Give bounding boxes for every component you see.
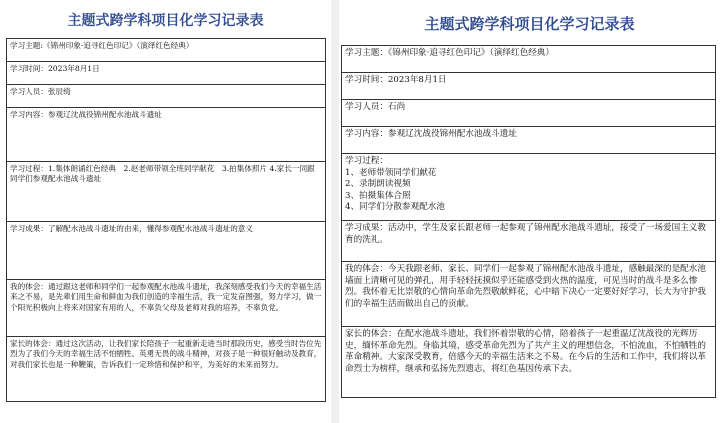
result-cell: 学习成果：活动中，学生及家长跟老师一起参观了锦州配水池战斗遗址，接受了一场爱国主义教育的洗礼。 — [342, 221, 716, 262]
process-item: 4、同学们分散参观配水池 — [345, 202, 445, 213]
time-cell: 学习时间：2023年8月1日 — [342, 73, 716, 100]
sheet-divider — [331, 0, 339, 423]
record-table — [341, 45, 716, 398]
process-item: 3、拍摄集体合照 — [345, 190, 411, 201]
people-cell: 学习人员：石尚 — [342, 100, 716, 127]
topic-cell: 学习主题:《锦州印象·追寻红色印记》（演绎红色经典） — [7, 39, 326, 62]
record-sheet-left — [0, 0, 331, 423]
my-feeling-cell: 我的体会：今天我跟老师、家长、同学们一起参观了锦州配水池战斗遗址，感触最深的是配水池墙面上清晰可见的弹孔，用手轻轻抚摸似乎还能感受到火热的温度，可见当时的战斗是多么惨烈。我怀着无比崇敬的心情向革命先烈敬献鲜花，心中暗下决心一定要好好学习，长大为守护我们的幸福生活而做出自己的贡献。 — [342, 262, 716, 327]
process-item: 1、老师带领同学们献花 — [345, 167, 437, 178]
topic-cell: 学习主题：《锦州印象·追寻红色印记》（演绎红色经典） — [342, 46, 716, 73]
parent-feeling-cell: 家长的体会：通过这次活动，让我们家长陪孩子一起重新走进当时那段历史，感受当时告位先烈为了我们今天的幸福生活不怕牺牲、英勇无畏的战斗精神，对孩子是一种很好触动及教育，对我们家长也是一种鞭策，告诉我们一定珍惜和保护和平，为美好的未来而努力。 — [7, 337, 326, 402]
process-cell: 学习过程：1.集体朗诵红色经典 2.赵老师带领全班同学献花 3.拍集体照片 4.家长一同跟同学们参观配水池战斗遗址 — [7, 162, 326, 222]
content-cell: 学习内容：参观辽沈战役锦州配水池战斗遗址 — [7, 108, 326, 162]
record-sheet-right — [339, 0, 720, 423]
content-cell: 学习内容：参观辽沈战役锦州配水池战斗遗址 — [342, 127, 716, 154]
parent-feeling-cell: 家长的体会：在配水池战斗遗址，我们怀着崇敬的心情，陪着孩子一起重温辽沈战役的光辉历史，缅怀革命先烈。身临其境，感受革命先烈为了共产主义的理想信念，不怕流血，不怕牺牲的革命精神。大家深受教育，倍感今天的幸福生活来之不易。在今后的生活和工作中，我们将以革命烈士为榜样，继承和弘扬先烈遗志，将红色基因传承下去。 — [342, 327, 716, 398]
sheet-title: 主题式跨学科项目化学习记录表 — [424, 15, 635, 33]
my-feeling-cell: 我的体会：通过跟这老师和同学们一起参观配水池战斗遗址，我深刻感受我们今天的幸福生活来之不易，是先辈们用生命和鲜血为我们创造的幸福生活，我一定发奋图强，努力学习，做一个阳光积极向上将来对国家有用的人，不辜负父母及老师对我的培养，不辜负党。 — [7, 280, 326, 337]
time-cell: 学习时间：2023年8月1日 — [7, 62, 326, 85]
sheet-title: 主题式跨学科项目化学习记录表 — [67, 13, 264, 29]
process-item: 2、录制朗读视频 — [345, 179, 411, 190]
record-table — [6, 38, 326, 402]
process-label: 学习过程： — [345, 156, 388, 166]
people-cell: 学习人员：张辰绮 — [7, 85, 326, 108]
result-cell: 学习成果：了解配水池战斗遗址的由来，懂得参观配水池战斗遗址的意义 — [7, 222, 326, 280]
process-cell — [342, 154, 716, 221]
